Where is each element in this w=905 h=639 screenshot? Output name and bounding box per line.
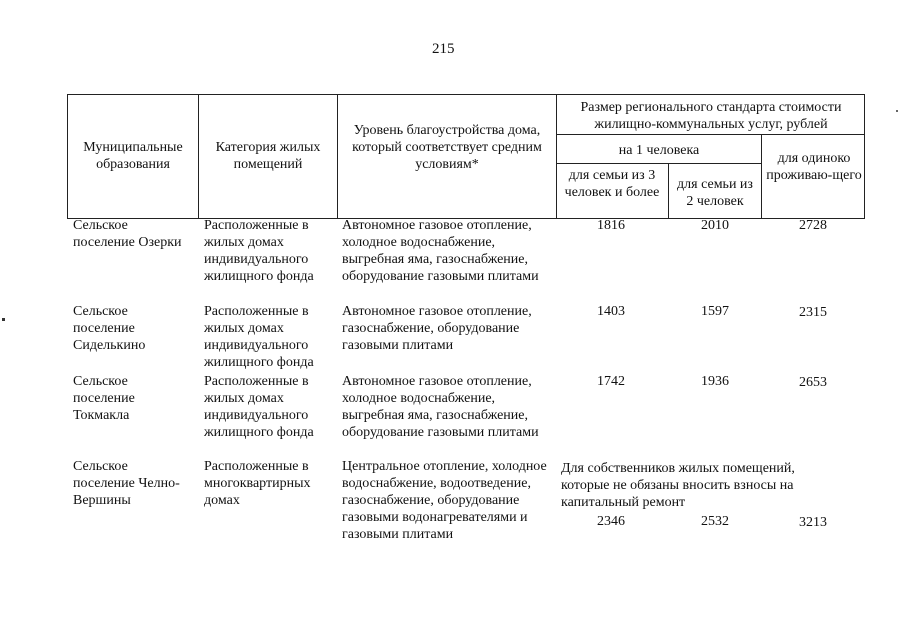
header-divider <box>556 134 865 135</box>
row-value-family3: 1816 <box>597 218 625 233</box>
row-municipality: Сельское поселение Челно-Вершины <box>73 459 180 508</box>
row-category: Расположенные в многоквартирных домах <box>204 459 311 508</box>
row-value-family2: 2010 <box>701 218 729 233</box>
row-municipality: Сельское поселение Озерки <box>73 218 182 250</box>
row-value-family2: 2532 <box>701 514 729 529</box>
header-municipality: Муниципальные образования <box>83 140 183 172</box>
header-family3: для семьи из 3 человек и более <box>564 168 660 200</box>
header-category: Категория жилых помещений <box>215 140 321 172</box>
header-divider <box>761 134 762 218</box>
header-divider <box>556 94 557 218</box>
header-single: для одиноко проживаю-щего <box>766 151 862 183</box>
page-number: 215 <box>432 41 455 57</box>
row-level: Автономное газовое отопление, холодное водоснабжение, выгребная яма, газоснабжение, оборудование газовыми плитами <box>342 218 539 284</box>
scan-speck <box>896 110 898 112</box>
header-divider <box>556 163 761 164</box>
row-level: Автономное газовое отопление, газоснабжение, оборудование газовыми плитами <box>342 304 532 353</box>
row-value-family2: 1936 <box>701 374 729 389</box>
row-value-single: 3213 <box>799 515 827 530</box>
scan-speck <box>2 318 5 321</box>
row-municipality: Сельское поселение Токмакла <box>73 374 135 423</box>
header-size: Размер регионального стандарта стоимости жилищно-коммунальных услуг, рублей <box>580 100 842 132</box>
row-category: Расположенные в жилых домах индивидуального жилищного фонда <box>204 374 314 440</box>
header-family2: для семьи из 2 человек <box>677 177 753 209</box>
row-category: Расположенные в жилых домах индивидуального жилищного фонда <box>204 218 314 284</box>
header-divider <box>198 94 199 218</box>
row-value-single: 2728 <box>799 218 827 233</box>
row-category: Расположенные в жилых домах индивидуального жилищного фонда <box>204 304 314 370</box>
row-value-family3: 1742 <box>597 374 625 389</box>
header-level: Уровень благоустройства дома, который соответствует средним условиям* <box>352 123 542 172</box>
header-divider <box>668 163 669 218</box>
header-per-person: на 1 человека <box>618 143 700 158</box>
row-note: Для собственников жилых помещений, которые не обязаны вносить взносы на капитальный ремонт <box>561 461 795 510</box>
row-municipality: Сельское поселение Сиделькино <box>73 304 146 353</box>
row-value-family3: 2346 <box>597 514 625 529</box>
row-value-single: 2653 <box>799 375 827 390</box>
row-value-single: 2315 <box>799 305 827 320</box>
row-value-family3: 1403 <box>597 304 625 319</box>
row-level: Центральное отопление, холодное водоснабжение, водоотведение, газоснабжение, оборудование газовыми водонагревателями и газовыми плитами <box>342 459 547 542</box>
header-divider <box>337 94 338 218</box>
row-level: Автономное газовое отопление, холодное водоснабжение, выгребная яма, газоснабжение, оборудование газовыми плитами <box>342 374 539 440</box>
row-value-family2: 1597 <box>701 304 729 319</box>
